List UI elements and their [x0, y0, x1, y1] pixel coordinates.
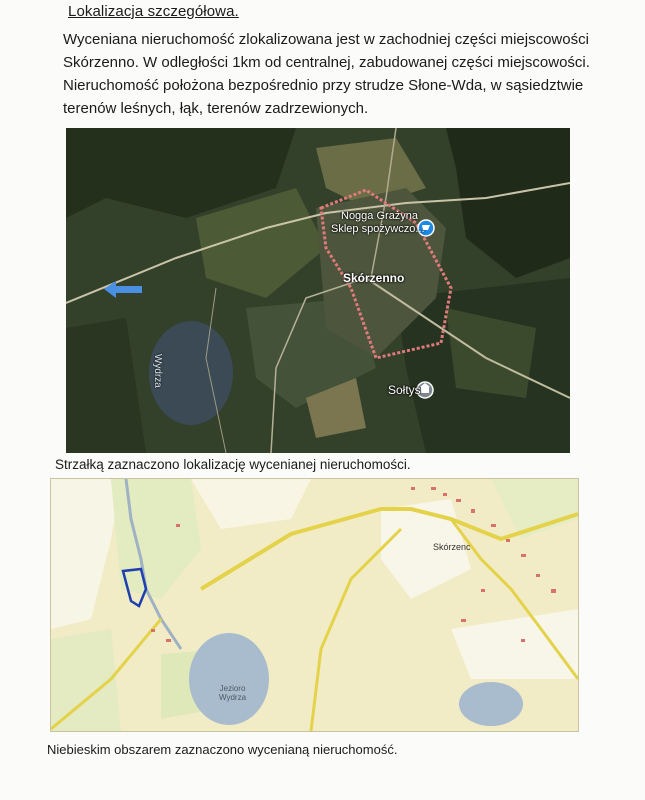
satellite-caption: Strzałką zaznaczono lokalizację wycenianej nieruchomości. [55, 457, 411, 472]
lake-label-line: Wydrza [219, 693, 247, 702]
lake-label [219, 684, 246, 702]
satellite-map-graphic [66, 128, 570, 453]
lake-label: Wydrza [152, 354, 163, 388]
vector-map [50, 478, 579, 732]
description-paragraph [63, 28, 623, 120]
paragraph-line: Skórzenno. W odległości 1km od centralnej, zabudowanej części miejscowości. [63, 54, 590, 71]
lake-label-line: Jezioro [219, 684, 246, 693]
town-label: Skórzenno [343, 271, 405, 285]
paragraph-line: Nieruchomość położona bezpośrednio przy strudze Słone-Wda, w sąsiedztwie [63, 77, 584, 94]
vector-map-graphic [51, 479, 578, 731]
shop-label: Nogga Grażyna [341, 210, 419, 222]
vector-map-caption: Niebieskim obszarem zaznaczono wycenianą nieruchomość. [47, 742, 398, 757]
satellite-map [66, 128, 570, 453]
lake [459, 682, 523, 726]
town-label: Skórzenc [433, 542, 471, 552]
lake [189, 633, 269, 725]
shop-label-subtitle: Sklep spożywczo... [331, 223, 425, 235]
paragraph-line: Wyceniana nieruchomość zlokalizowana jest w zachodniej części miejscowości [63, 31, 589, 48]
poi-label: Sołtys [388, 383, 421, 397]
paragraph-line: terenów leśnych, łąk, terenów zadrzewionych. [63, 100, 369, 117]
section-heading: Lokalizacja szczegółowa. [68, 3, 239, 20]
